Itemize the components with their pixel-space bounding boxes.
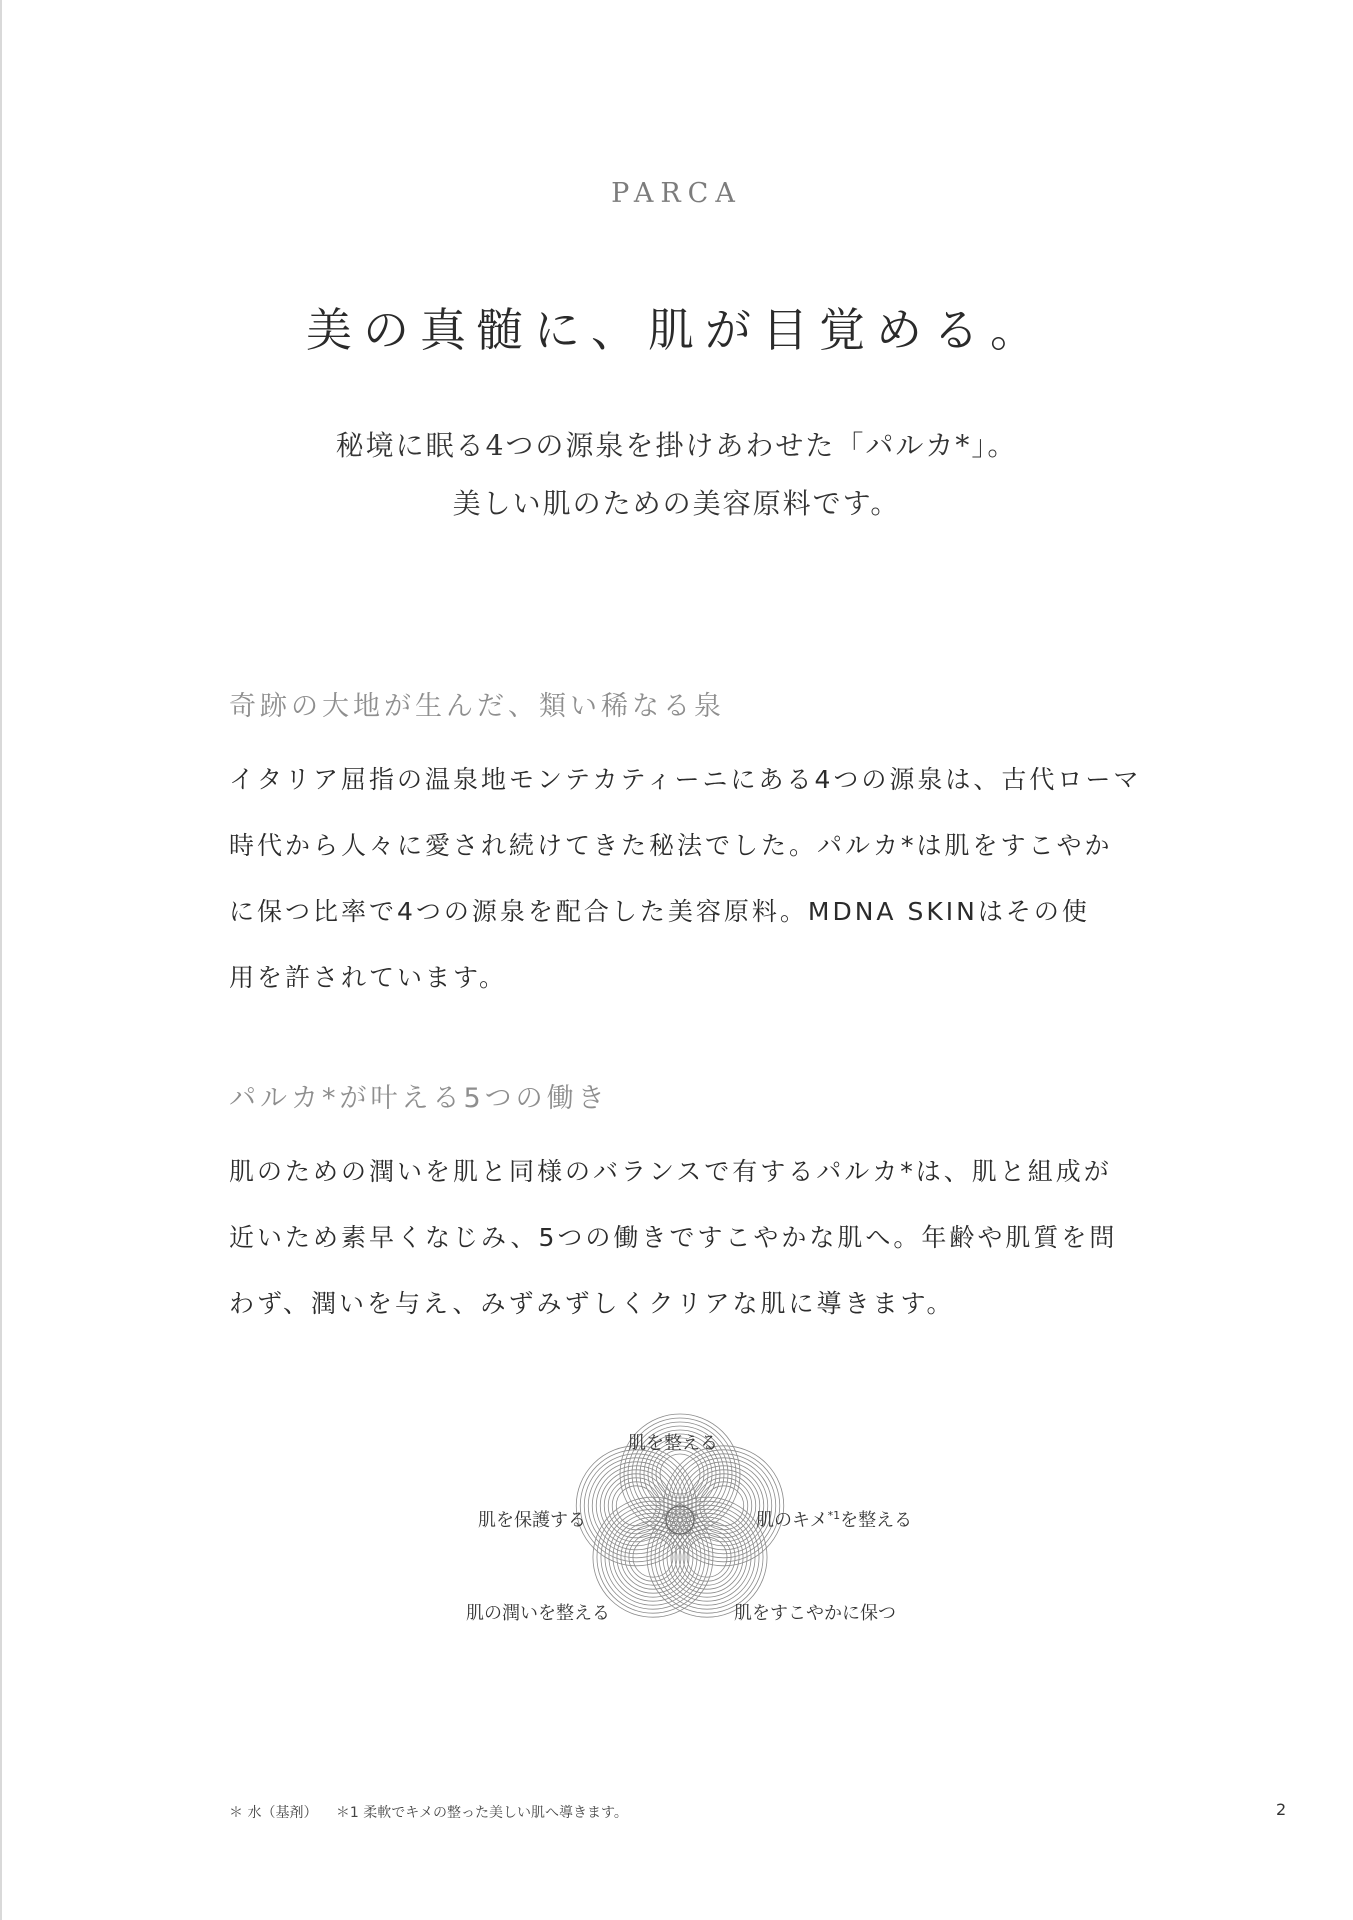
footnotes [229, 1802, 642, 1822]
paragraph-line: 近いため素早くなじみ、5つの働きですこやかな肌へ。年齢や肌質を問 [229, 1223, 1118, 1252]
lead-line-1: 秘境に眠る4つの源泉を掛けあわせた「パルカ*」。 [335, 429, 1018, 462]
diagram-label-left: 肌を保護する [478, 1510, 586, 1531]
page-number: 2 [1276, 1800, 1287, 1819]
section-title-five-functions: パルカ*が叶える5つの働き [229, 1083, 609, 1114]
ring [660, 1454, 700, 1494]
paragraph-line: 時代から人々に愛され続けてきた秘法でした。パルカ*は肌をすこやか [229, 831, 1113, 860]
paragraph-line: わず、潤いを与え、みずみずしくクリアな肌に導きます。 [229, 1289, 955, 1318]
diagram-label-right-main: 肌のキメ [756, 1510, 828, 1531]
ring [656, 1450, 704, 1498]
lead-line-2: 美しい肌のための美容原料です。 [452, 487, 901, 520]
ring [683, 1533, 731, 1581]
diagram-label-right-tail: を整える [840, 1510, 913, 1531]
ring [612, 1482, 660, 1530]
page-edge-line [0, 0, 2, 1920]
diagram-label-bottom-right: 肌をすこやかに保つ [734, 1603, 896, 1624]
diagram-label-bottom-left: 肌の潤いを整える [466, 1603, 610, 1624]
paragraph-line: 肌のための潤いを肌と同様のバランスで有するパルカ*は、肌と組成が [229, 1157, 1112, 1186]
paragraph-line: に保つ比率で4つの源泉を配合した美容原料。MDNA SKINはその使 [229, 897, 1090, 926]
headline: 美の真髄に、肌が目覚める。 [306, 303, 1047, 357]
footnote-texture: ＊1 柔軟でキメの整った美しい肌へ導きます。 [335, 1805, 628, 1821]
paragraph-line: 用を許されています。 [229, 963, 508, 992]
diagram-label-right-footnote-mark: *1 [827, 1509, 841, 1522]
ring [659, 1509, 755, 1605]
diagram-label-top: 肌を整える [628, 1433, 718, 1454]
diagram-label-right [756, 1506, 912, 1532]
ring [605, 1509, 701, 1605]
paragraph-line: イタリア屈指の温泉地モンテカティーニにある4つの源泉は、古代ローマ [229, 765, 1142, 794]
footnote-water: ＊ 水（基剤） [229, 1805, 318, 1821]
brand-name: PARCA [611, 178, 742, 209]
section-title-spring: 奇跡の大地が生んだ、類い稀なる泉 [229, 691, 725, 722]
